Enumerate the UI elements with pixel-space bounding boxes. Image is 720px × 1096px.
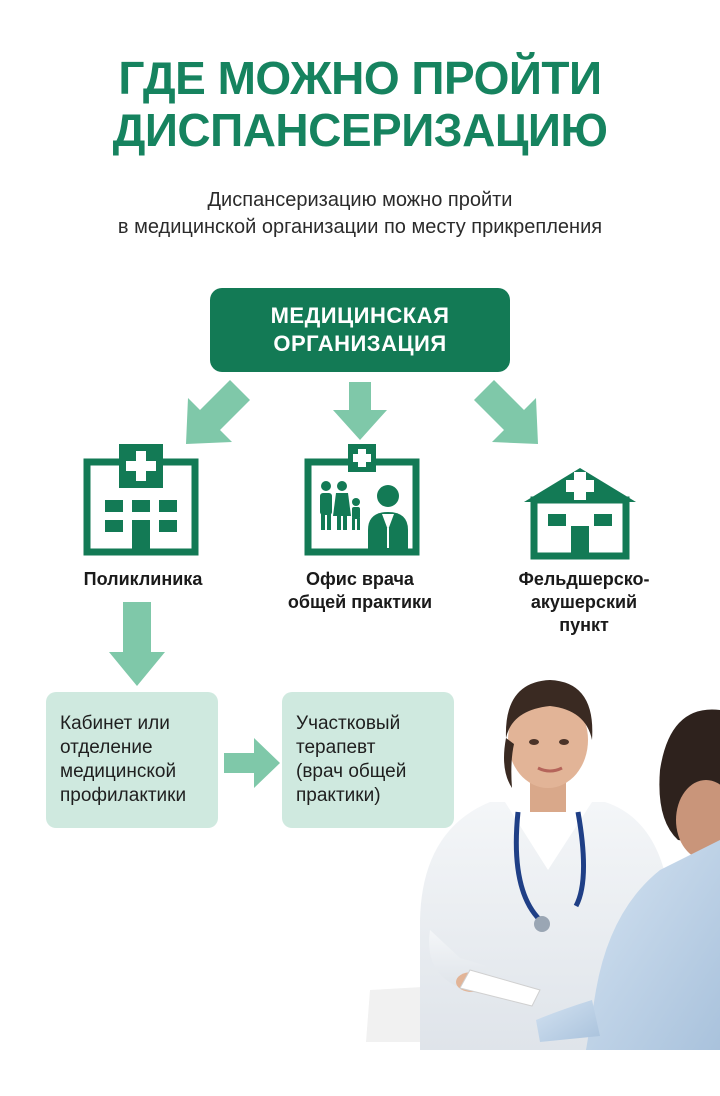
gp-office-label <box>262 568 458 614</box>
subtitle-line: в медицинской организации по месту прикрепления <box>117 216 603 238</box>
page-title <box>0 52 720 156</box>
title-line: ДИСПАНСЕРИЗАЦИЮ <box>112 104 608 156</box>
label-line: общей практики <box>287 592 433 612</box>
arrow-down-icon <box>333 382 387 442</box>
label-line: пункт <box>559 615 609 635</box>
step-line: терапевт <box>296 737 376 758</box>
doctor-patient-photo <box>360 670 720 1050</box>
medical-organization-box <box>210 288 510 372</box>
organization-line: МЕДИЦИНСКАЯ <box>270 303 450 328</box>
feldsher-point-label <box>486 568 682 637</box>
step-line: отделение <box>60 737 153 758</box>
prevention-office-box <box>46 692 218 828</box>
step-line: Кабинет или <box>60 713 170 734</box>
organization-line: ОРГАНИЗАЦИЯ <box>273 331 447 356</box>
label-line: Поликлиника <box>83 569 203 589</box>
medical-house-icon <box>522 466 638 558</box>
arrow-right-icon <box>224 738 280 788</box>
doctor-office-icon <box>304 444 420 556</box>
subtitle <box>0 187 720 241</box>
arrow-down-left-icon <box>180 380 250 450</box>
label-line: Фельдшерско- <box>518 569 650 589</box>
label-line: акушерский <box>530 592 638 612</box>
arrow-down-right-icon <box>474 380 544 450</box>
step-line: профилактики <box>60 785 187 806</box>
label-line: Офис врача <box>306 569 414 589</box>
hospital-icon <box>83 444 199 556</box>
step-line: Участковый <box>296 713 401 734</box>
step-line: (врач общей <box>296 761 407 782</box>
polyclinic-label <box>40 568 246 591</box>
title-line: ГДЕ МОЖНО ПРОЙТИ <box>118 52 602 104</box>
step-line: практики) <box>296 785 381 806</box>
subtitle-line: Диспансеризацию можно пройти <box>207 189 513 211</box>
step-line: медицинской <box>60 761 177 782</box>
arrow-down-icon <box>109 602 165 686</box>
